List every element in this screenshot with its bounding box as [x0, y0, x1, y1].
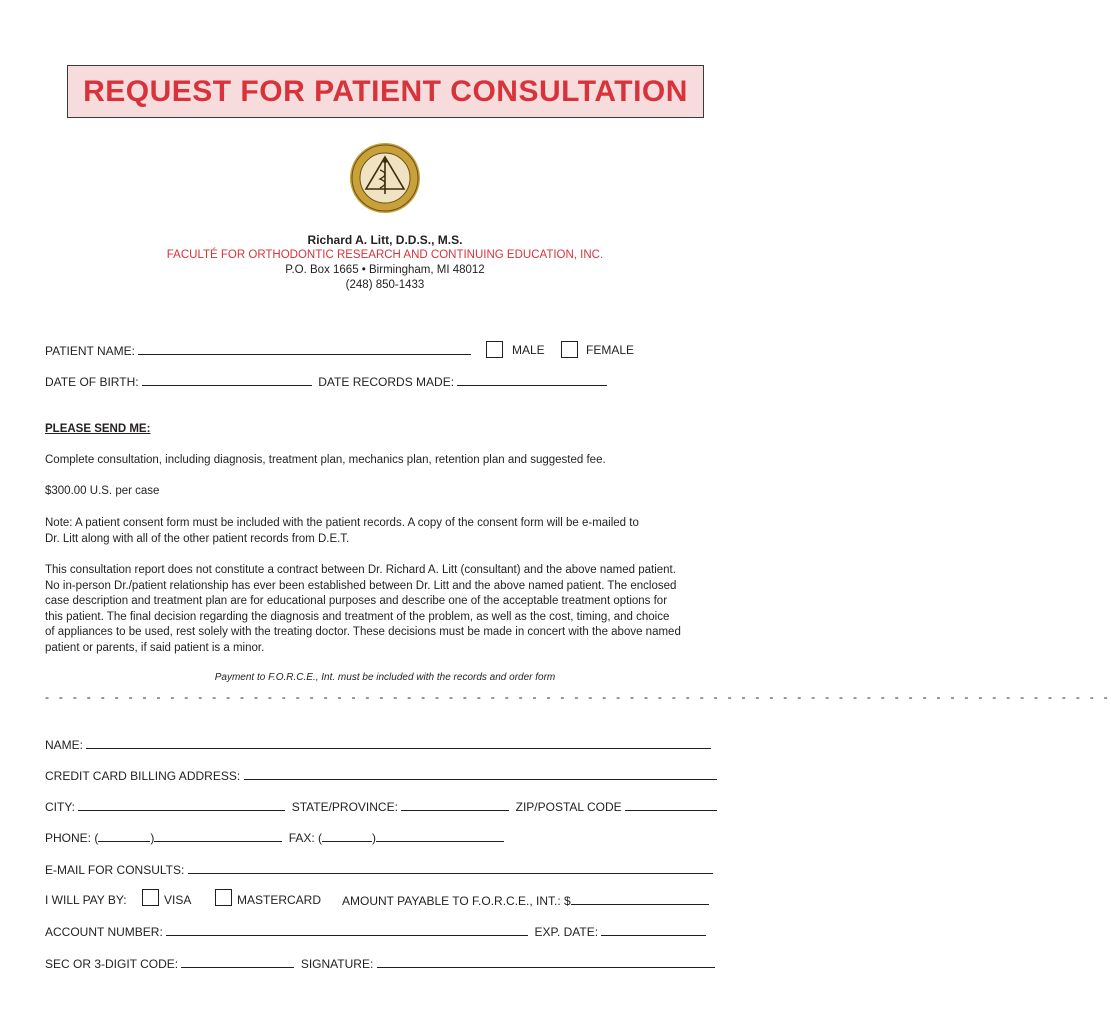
- billing-address-label: CREDIT CARD BILLING ADDRESS:: [45, 769, 241, 783]
- page-title: REQUEST FOR PATIENT CONSULTATION: [83, 74, 688, 108]
- email-label: E-MAIL FOR CONSULTS:: [45, 863, 185, 877]
- price-text: $300.00 U.S. per case: [45, 485, 160, 497]
- billing-name-label: NAME:: [45, 738, 84, 752]
- security-code-field[interactable]: [181, 956, 294, 968]
- visa-checkbox[interactable]: [142, 889, 159, 906]
- consent-note-line-2: Dr. Litt along with all of the other patient records from D.E.T.: [45, 532, 350, 545]
- disclaimer-line: case description and treatment plan are for educational purposes and describe one of the acceptable treatment options for: [45, 595, 668, 607]
- organization-phone: (248) 850-1433: [345, 279, 425, 291]
- disclaimer-line: This consultation report does not constitute a contract between Dr. Richard A. Litt (consultant) and the above named patient.: [45, 564, 676, 576]
- phone-row: [45, 830, 504, 845]
- patient-name-field[interactable]: [138, 343, 471, 355]
- account-label: ACCOUNT NUMBER:: [45, 925, 163, 939]
- phone-area-field[interactable]: [98, 830, 150, 842]
- visa-label: VISA: [164, 893, 192, 907]
- exp-date-label: EXP. DATE:: [534, 925, 599, 939]
- disclaimer-line: No in-person Dr./patient relationship has ever been established between Dr. Litt and the above named patient. The enclosed: [45, 579, 677, 592]
- organization-name: FACULTÉ FOR ORTHODONTIC RESEARCH AND CONTINUING EDUCATION, INC.: [166, 249, 604, 261]
- fax-number-field[interactable]: [376, 830, 504, 842]
- phone-number-field[interactable]: [154, 830, 282, 842]
- billing-name-field[interactable]: [86, 737, 711, 749]
- amount-field[interactable]: [571, 893, 709, 905]
- disclaimer-line: this patient. The final decision regarding the diagnosis and treatment of the problem, as well as the cost, timing, and choice: [45, 610, 670, 623]
- state-label: STATE/PROVINCE:: [291, 800, 398, 814]
- doctor-name: Richard A. Litt, D.D.S., M.S.: [307, 233, 463, 247]
- security-row: [45, 956, 715, 971]
- dob-row: [45, 374, 607, 389]
- signature-label: SIGNATURE:: [300, 957, 374, 971]
- signature-field[interactable]: [377, 956, 715, 968]
- consent-note: [45, 516, 735, 547]
- disclaimer-paragraph: [45, 563, 735, 656]
- female-label: FEMALE: [586, 343, 635, 357]
- mastercard-label: MASTERCARD: [237, 893, 322, 907]
- patient-name-row: [45, 343, 471, 358]
- account-number-field[interactable]: [166, 924, 528, 936]
- exp-date-field[interactable]: [601, 924, 706, 936]
- consultation-item: Complete consultation, including diagnosis, treatment plan, mechanics plan, retention plan and suggested fee.: [45, 454, 606, 466]
- payment-note: Payment to F.O.R.C.E., Int. must be included with the records and order form: [214, 672, 556, 683]
- fax-close-paren: ): [372, 831, 377, 845]
- records-date-label: DATE RECORDS MADE:: [318, 375, 455, 389]
- male-label: MALE: [512, 343, 545, 357]
- male-checkbox[interactable]: [486, 341, 503, 358]
- zip-field[interactable]: [625, 799, 717, 811]
- female-checkbox[interactable]: [561, 341, 578, 358]
- dob-label: DATE OF BIRTH:: [45, 375, 139, 389]
- organization-address: P.O. Box 1665 • Birmingham, MI 48012: [285, 264, 485, 276]
- disclaimer-line: of appliances to be used, rest solely with the treating doctor. These decisions must be made in concert with the above named: [45, 626, 681, 638]
- zip-label: ZIP/POSTAL CODE: [515, 800, 622, 814]
- account-row: [45, 924, 706, 939]
- email-row: [45, 862, 713, 877]
- please-send-heading: PLEASE SEND ME:: [45, 423, 151, 435]
- city-field[interactable]: [78, 799, 285, 811]
- pay-by-label: I WILL PAY BY:: [45, 893, 127, 907]
- consent-note-line-1: Note: A patient consent form must be included with the patient records. A copy of the consent form will be e-mailed to: [45, 517, 639, 529]
- amount-label: AMOUNT PAYABLE TO F.O.R.C.E., INT.: $: [342, 894, 571, 908]
- disclaimer-line: patient or parents, if said patient is a minor.: [45, 641, 265, 654]
- city-label: CITY:: [45, 800, 76, 814]
- amount-row: [342, 893, 709, 908]
- title-banner: [67, 65, 704, 118]
- security-code-label: SEC OR 3-DIGIT CODE:: [45, 957, 179, 971]
- billing-address-field[interactable]: [244, 768, 717, 780]
- fax-label: FAX: (: [288, 831, 323, 845]
- billing-address-row: [45, 768, 717, 783]
- fax-area-field[interactable]: [322, 830, 372, 842]
- patient-name-label: PATIENT NAME:: [45, 344, 136, 358]
- phone-close-paren: ): [150, 831, 155, 845]
- city-row: [45, 799, 717, 814]
- records-date-field[interactable]: [457, 374, 607, 386]
- state-field[interactable]: [401, 799, 509, 811]
- cut-line: - - - - - - - - - - - - - - - - - - - - - - - - - - - - - - - - - - - - - - - - - - - - - - - - - - - - - - - - - - - - - - - - - - - - - - - - - - - - -: [45, 690, 1111, 704]
- dob-field[interactable]: [142, 374, 312, 386]
- phone-label: PHONE: (: [45, 831, 99, 845]
- email-field[interactable]: [188, 862, 713, 874]
- mastercard-checkbox[interactable]: [215, 889, 232, 906]
- billing-name-row: [45, 737, 711, 752]
- organization-seal-icon: [349, 142, 421, 214]
